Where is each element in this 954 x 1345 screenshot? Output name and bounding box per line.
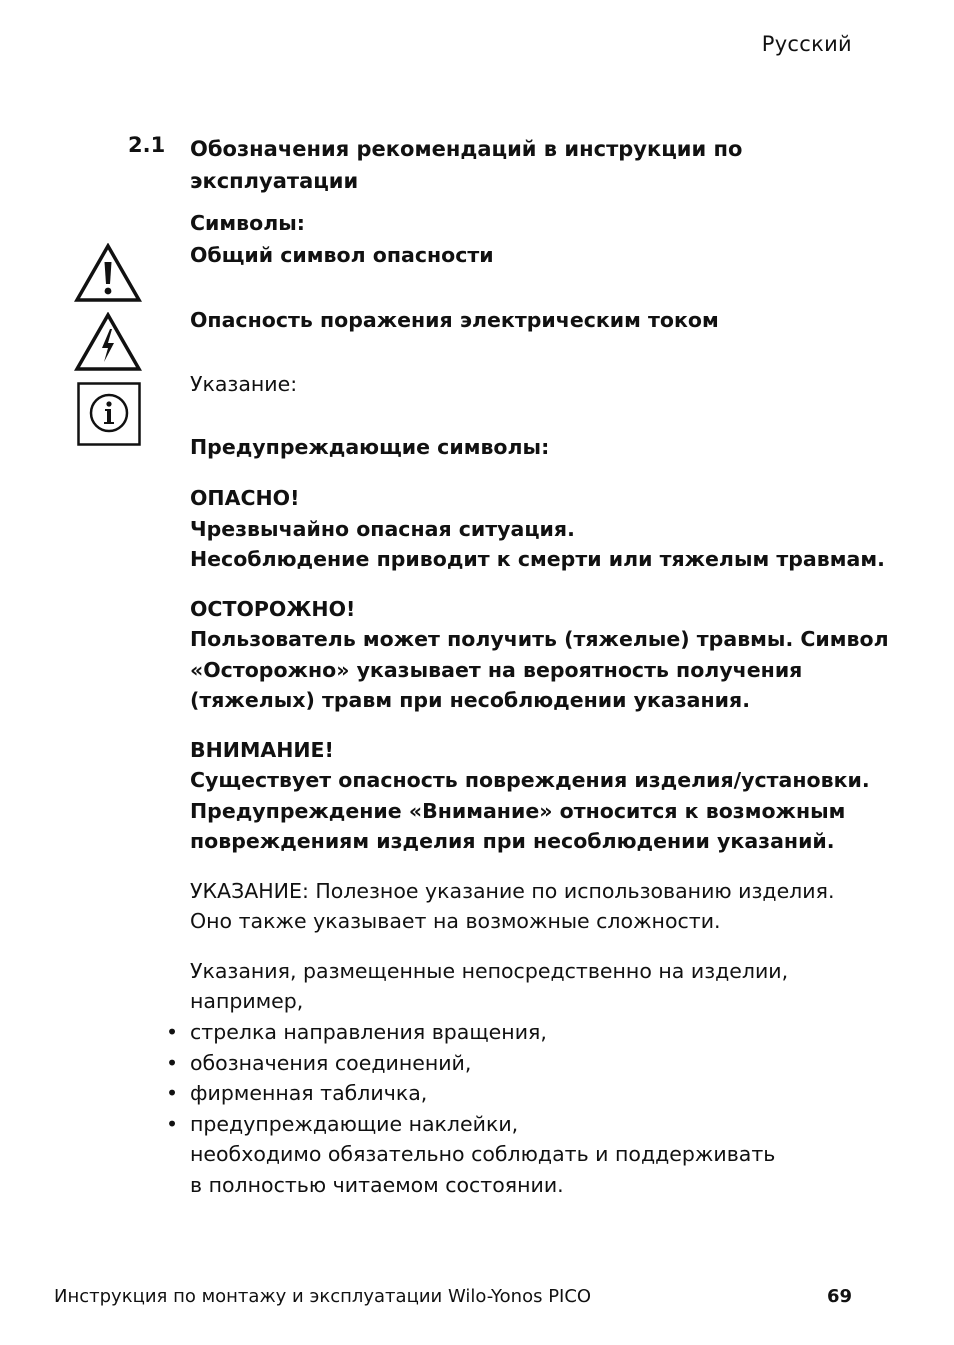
- language-label: Русский: [761, 32, 852, 56]
- warning-triangle-icon: [74, 243, 142, 303]
- attention-line: Предупреждение «Внимание» относится к возможным: [190, 799, 846, 823]
- caution-line: «Осторожно» указывает на вероятность получения: [190, 658, 803, 682]
- product-notes-outro: необходимо обязательно соблюдать и поддерживать: [190, 1142, 776, 1166]
- note-symbol-label: Указание:: [190, 372, 298, 396]
- caution-line: Пользователь может получить (тяжелые) травмы. Символ: [190, 627, 889, 651]
- bullet-icon: •: [166, 1111, 179, 1136]
- list-item: • предупреждающие наклейки,: [190, 1109, 547, 1140]
- section-title: Обозначения рекомендаций в инструкции по эксплуатации: [190, 137, 743, 193]
- warning-symbols-heading: Предупреждающие символы:: [190, 435, 550, 459]
- general-danger-label: Общий символ опасности: [190, 243, 494, 267]
- list-item: • стрелка направления вращения,: [190, 1017, 547, 1048]
- attention-title: ВНИМАНИЕ!: [190, 738, 334, 762]
- electrical-danger-label: Опасность поражения электрическим током: [190, 308, 719, 332]
- product-notes-intro: например,: [190, 989, 304, 1013]
- list-item: • фирменная табличка,: [190, 1078, 547, 1109]
- bullet-icon: •: [166, 1020, 179, 1044]
- page-number: 69: [826, 1286, 852, 1307]
- product-notes-outro: в полностью читаемом состоянии.: [190, 1173, 564, 1197]
- symbols-heading: Символы:: [190, 211, 305, 235]
- electric-shock-icon: [74, 312, 142, 372]
- note-line: Оно также указывает на возможные сложности.: [190, 909, 721, 933]
- attention-line: повреждениям изделия при несоблюдении указаний.: [190, 829, 835, 853]
- danger-title: ОПАСНО!: [190, 486, 300, 510]
- caution-title: ОСТОРОЖНО!: [190, 597, 356, 621]
- bullet-icon: •: [166, 1050, 179, 1075]
- note-line: УКАЗАНИЕ: Полезное указание по использованию изделия.: [190, 879, 835, 903]
- danger-line: Несоблюдение приводит к смерти или тяжелым травмам.: [190, 547, 885, 571]
- section-number: 2.1: [128, 133, 166, 157]
- attention-line: Существует опасность повреждения изделия/установки.: [190, 768, 870, 792]
- footer-manual-title: Инструкция по монтажу и эксплуатации Wilo-Yonos PICO: [54, 1286, 592, 1307]
- product-notes-list: [166, 1017, 547, 1139]
- info-icon: [77, 382, 141, 446]
- product-notes-intro: Указания, размещенные непосредственно на изделии,: [190, 959, 789, 983]
- danger-line: Чрезвычайно опасная ситуация.: [190, 517, 575, 541]
- bullet-icon: •: [166, 1081, 179, 1105]
- caution-line: (тяжелых) травм при несоблюдении указания.: [190, 688, 750, 712]
- list-item: • обозначения соединений,: [190, 1048, 547, 1079]
